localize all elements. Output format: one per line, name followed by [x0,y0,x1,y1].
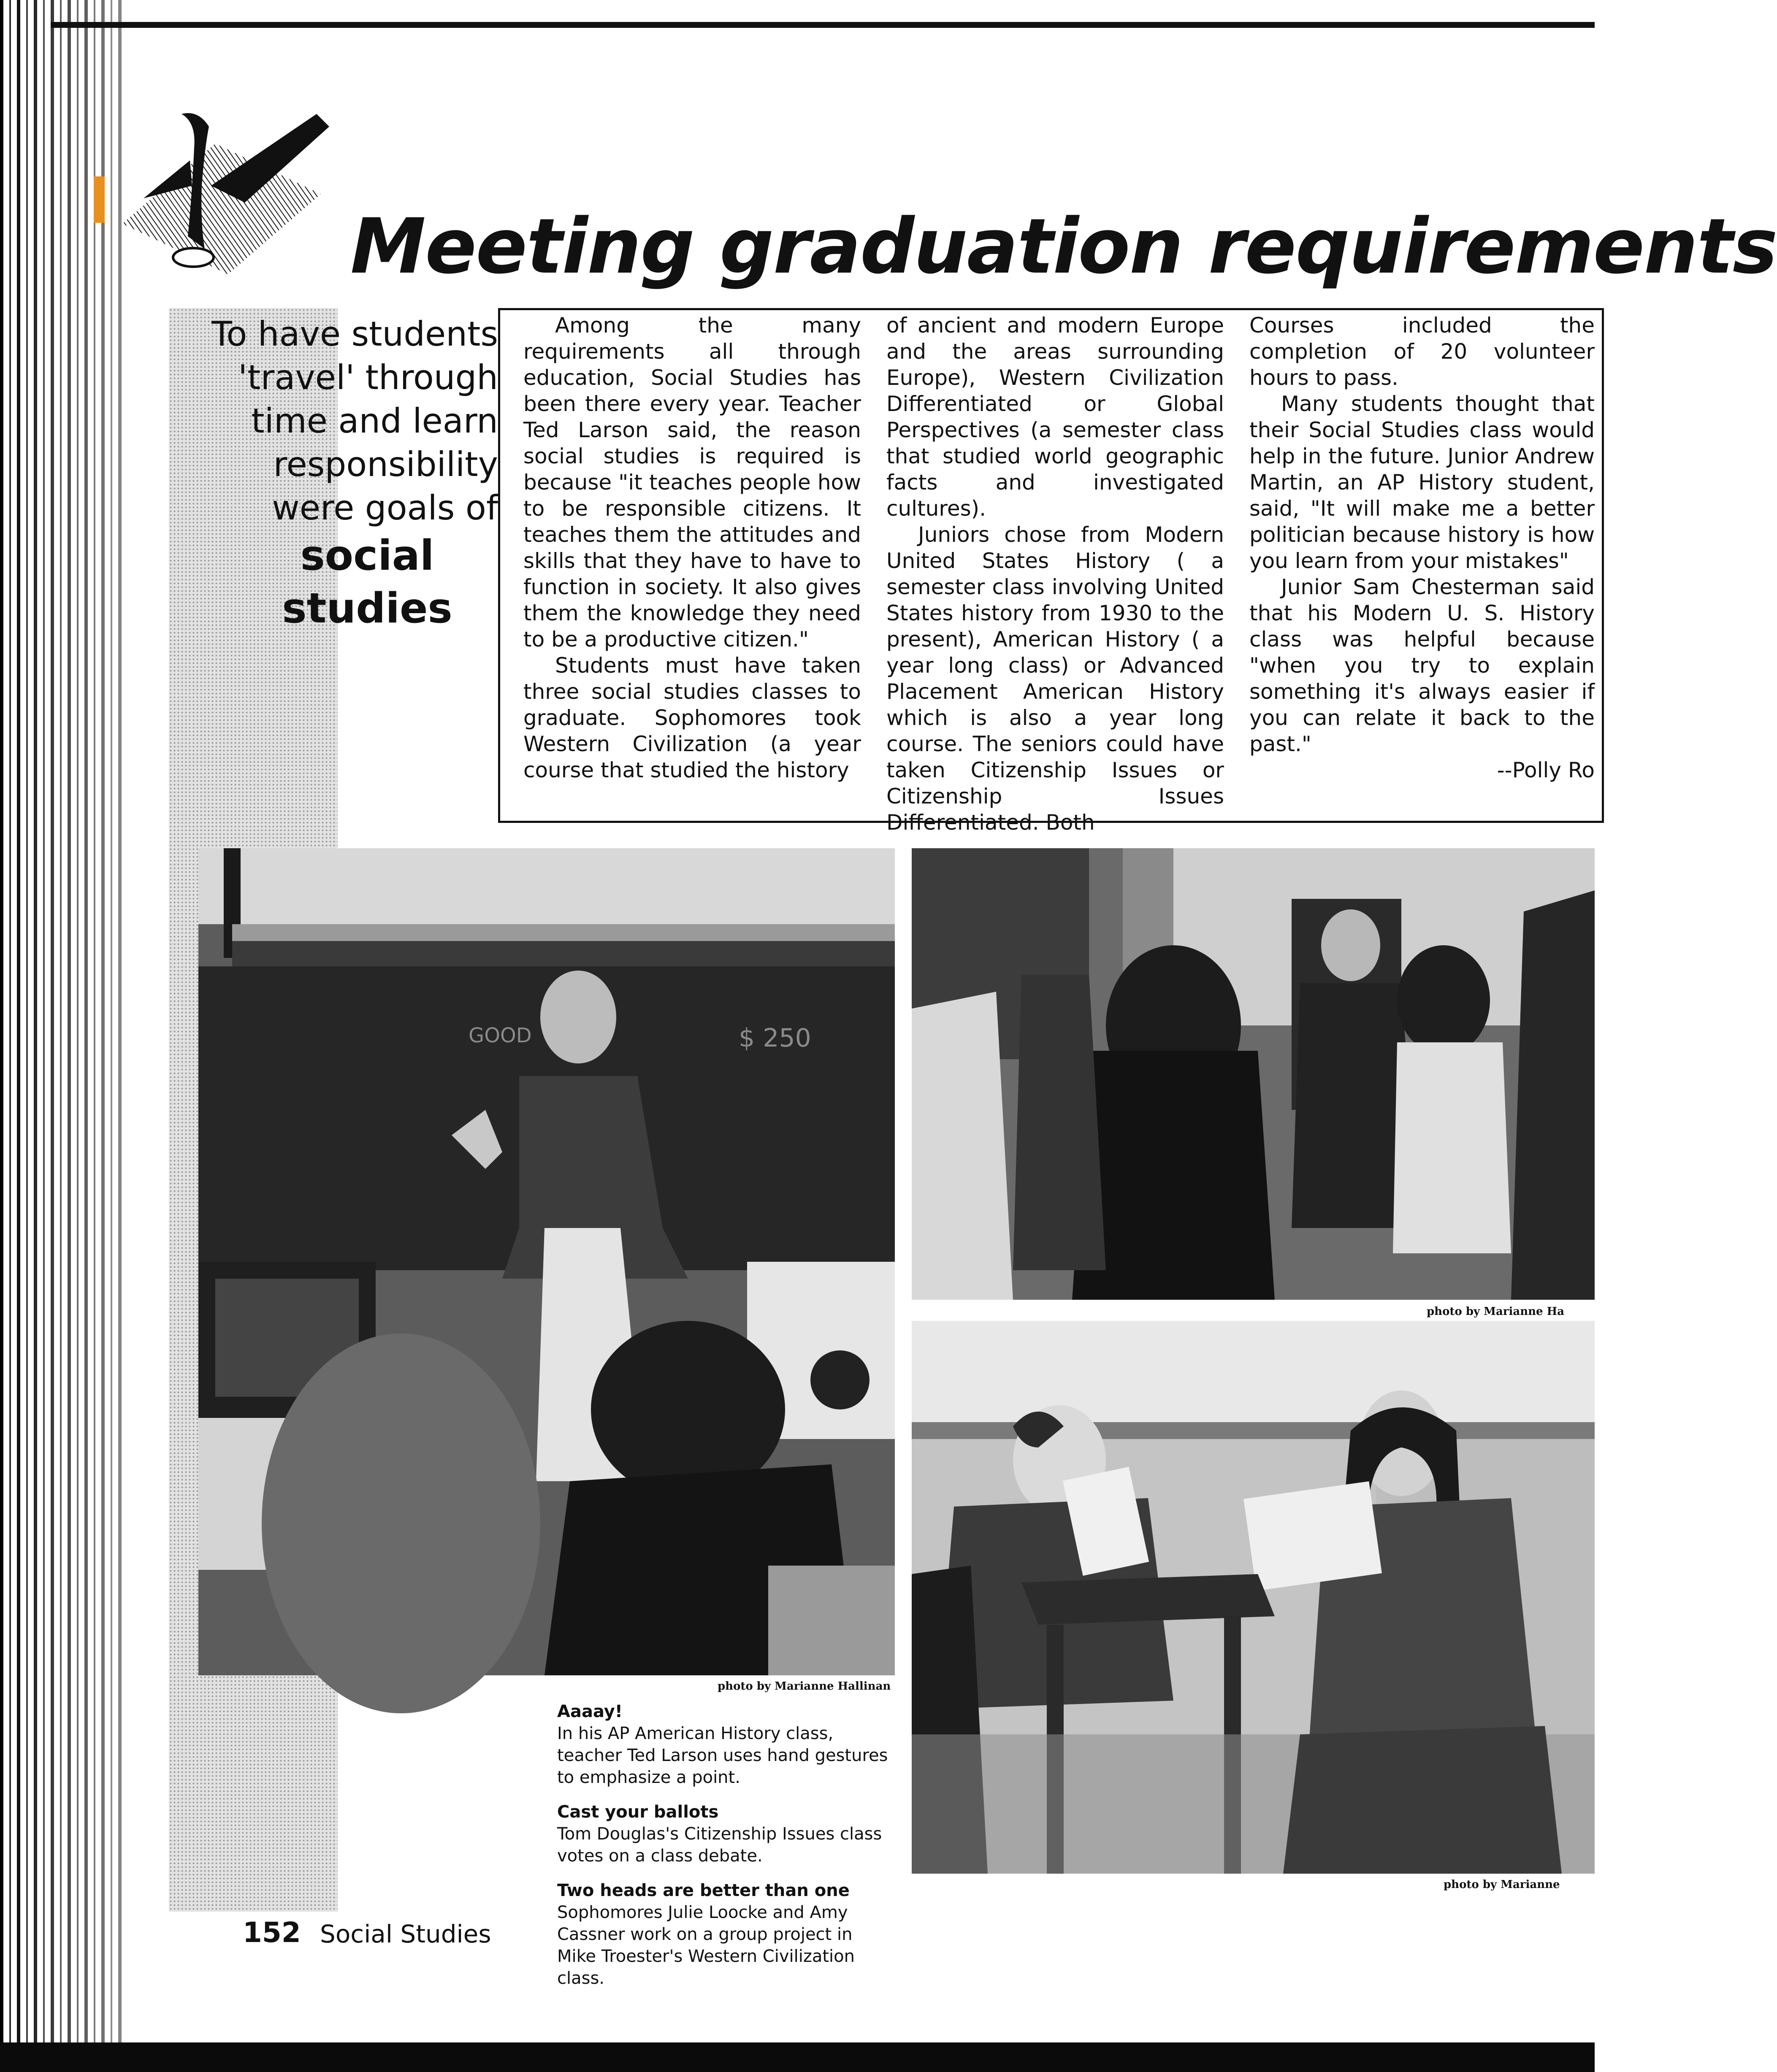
kicker-text [169,312,498,635]
article-paragraph: of ancient and modern Europe and the areas surrounding Europe), Western Civilization Differentiated or Global Perspectives (a semester class that studied world geographic facts and investigated cultures). [886,313,1224,521]
caption [557,1880,895,1989]
kicker-line: time and learn [251,401,498,441]
page-edges-decoration [0,0,127,2072]
chalkboard-writing: $ 250 [739,1023,811,1053]
caption [557,1701,895,1788]
photo-classroom-teacher [198,848,895,1675]
article-paragraph: Courses included the completion of 20 volunteer hours to pass. [1249,313,1595,390]
caption-title: Aaaay! [557,1702,623,1721]
kicker-line: 'travel' through [238,358,498,397]
photo-credit: photo by Marianne Ha [1427,1305,1565,1318]
bottom-rule [0,2042,1595,2072]
page-tab-marker [94,176,105,223]
headline: Meeting graduation requirements [350,203,1777,291]
photo-class-voting-image [912,848,1595,1300]
photo-credit: photo by Marianne [1444,1878,1560,1891]
kicker-line: To have students [211,314,498,354]
article-column-1 [523,312,861,814]
article-paragraph: Juniors chose from Modern United States History ( a semester class involving United States history from 1930 to the present), American History ( a year long class) or Advanced Placement American History which is also a year long course. The seniors could have taken Citizenship Issues or Citizenship Issues Differentiated. Both [886,522,1224,835]
article-paragraph: Among the many requirements all through education, Social Studies has been there every year. Teacher Ted Larson said, the reason social studies is required is because "it teaches people how to be responsible citizens. It teaches them the attitudes and skills that they have to have to function in society. It also gives them the knowledge they need to be a productive citizen." [523,313,861,652]
caption-text: Sophomores Julie Loocke and Amy Cassner work on a group project in Mike Troester's Western Civilization class. [557,1903,855,1988]
caption-title: Cast your ballots [557,1802,719,1822]
page-number: 152 [243,1916,301,1949]
caption-text: In his AP American History class, teacher Ted Larson uses hand gestures to emphasize a point. [557,1724,888,1787]
graduation-logo-icon [118,97,338,274]
article-paragraph: Many students thought that their Social Studies class would help in the future. Junior Andrew Martin, an AP History student, said, "It will make me a better politician because history is how you learn from your mistakes" [1249,392,1595,573]
photo-class-voting [912,848,1595,1300]
article-byline: --Polly Ro [1497,758,1595,782]
photo-group-project-image [912,1321,1595,1874]
caption [557,1801,895,1867]
kicker-bold-line: studies [282,584,452,633]
photo-group-project [912,1321,1595,1874]
top-rule [51,22,1595,28]
article-paragraph: Junior Sam Chesterman said that his Modern U. S. History class was helpful because "when you try to explain something it's always easier if you can relate it back to the past." [1249,575,1595,756]
article-paragraph: Students must have taken three social studies classes to graduate. Sophomores took Western Civilization (a year course that studied the history [523,653,861,782]
article-column-2 [886,312,1224,835]
photo-classroom-teacher-image [198,848,895,1675]
kicker-bold-line: social [300,532,434,580]
caption-text: Tom Douglas's Citizenship Issues class votes on a class debate. [557,1824,882,1866]
photo-credit: photo by Marianne Hallinan [718,1680,891,1693]
chalkboard-writing: GOOD [469,1024,532,1047]
photo-captions [557,1701,895,2002]
section-name: Social Studies [320,1920,491,1948]
kicker-line: were goals of [272,488,498,527]
kicker-line: responsibility [273,445,498,484]
caption-title: Two heads are better than one [557,1881,850,1900]
article-column-3 [1249,312,1595,814]
